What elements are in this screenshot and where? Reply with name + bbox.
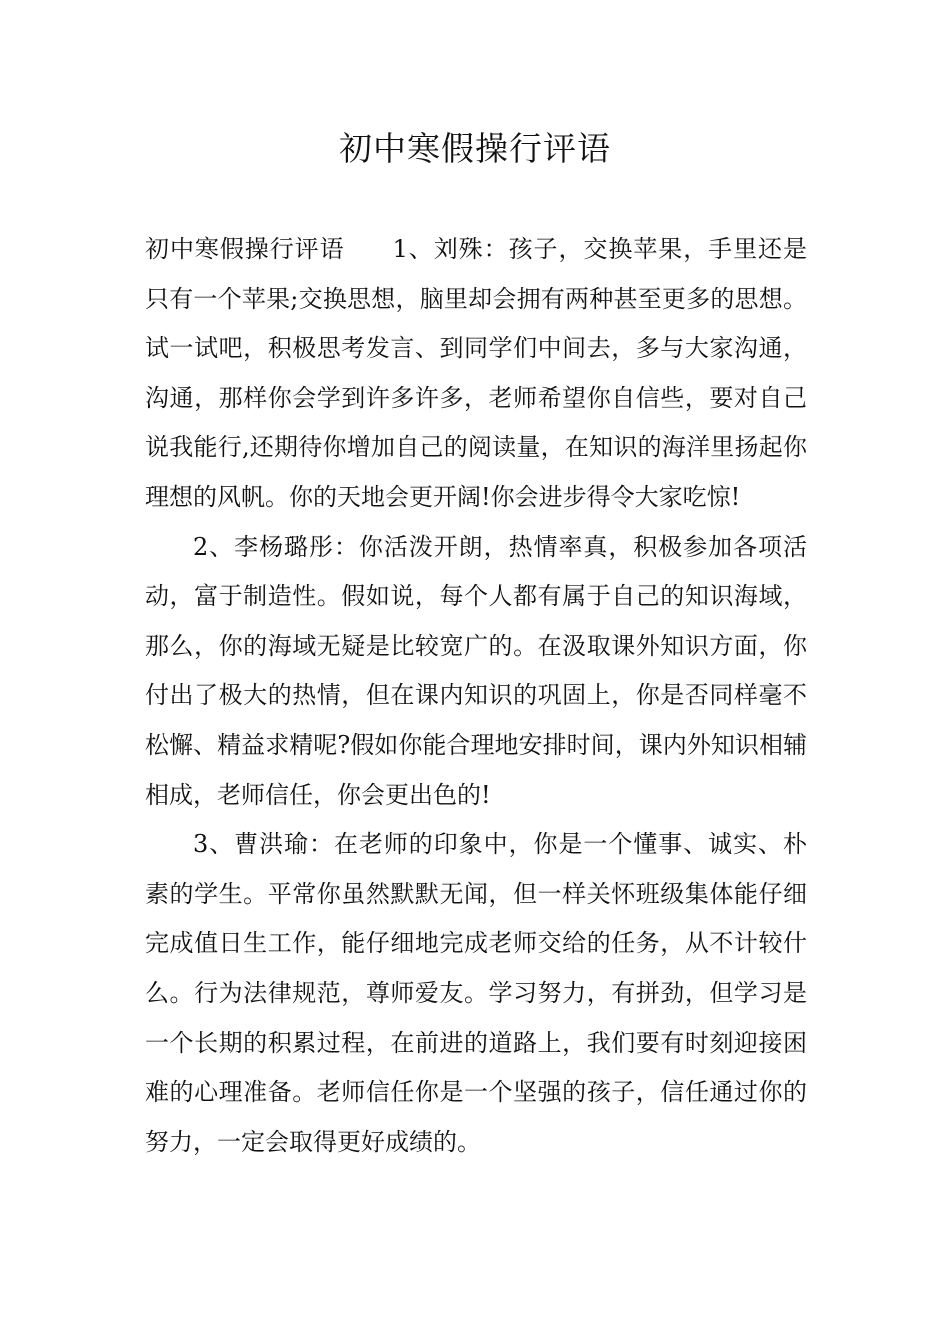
paragraph-1 [145, 225, 807, 523]
paragraph-2: 2、李杨璐彤：你活泼开朗，热情率真，积极参加各项活动，富于制造性。假如说，每个人都有属于自己的知识海域，那么，你的海域无疑是比较宽广的。在汲取课外知识方面，你付出了极大的热情，但在课内知识的巩固上，你是否同样毫不松懈、精益求精呢?假如你能合理地安排时间，课内外知识相辅相成，老师信任，你会更出色的! [145, 532, 807, 809]
paragraph-1-text: 1、刘殊：孩子，交换苹果，手里还是只有一个苹果;交换思想，脑里却会拥有两种甚至更多的思想。试一试吧，积极思考发言、到同学们中间去，多与大家沟通，沟通，那样你会学到许多许多，老师希望你自信些，要对自己说我能行,还期待你增加自己的阅读量，在知识的海洋里扬起你理想的风帆。你的天地会更开阔!你会进步得令大家吃惊! [145, 235, 807, 511]
paragraph-3: 3、曹洪瑜：在老师的印象中，你是一个懂事、诚实、朴素的学生。平常你虽然默默无闻，但一样关怀班级集体能仔细完成值日生工作，能仔细地完成老师交给的任务，从不计较什么。行为法律规范，尊师爱友。学习努力，有拼劲，但学习是一个长期的积累过程，在前进的道路上，我们要有时刻迎接困难的心理准备。老师信任你是一个坚强的孩子，信任通过你的努力，一定会取得更好成绩的。 [145, 830, 807, 1156]
document-body [145, 225, 807, 1167]
intro-label: 初中寒假操行评语 [145, 235, 345, 263]
document-title: 初中寒假操行评语 [339, 129, 611, 168]
